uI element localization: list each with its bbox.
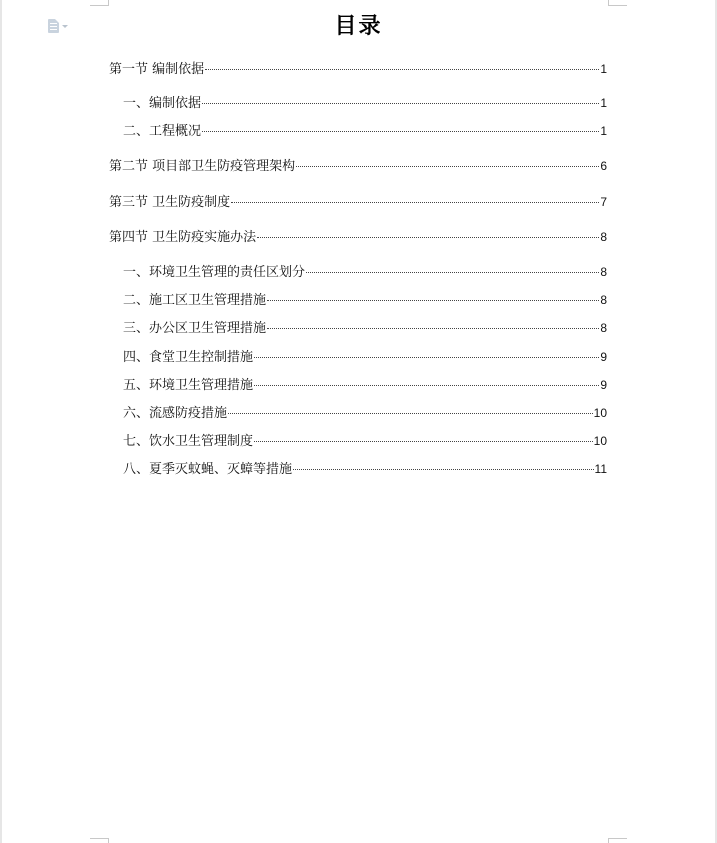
toc-entry-label: 一、环境卫生管理的责任区划分	[123, 265, 306, 280]
toc-entry[interactable]	[109, 193, 607, 211]
toc-entry-page-number: 8	[600, 321, 607, 335]
toc-entry[interactable]	[123, 376, 607, 394]
toc-entry-page-number: 8	[600, 265, 607, 279]
toc-dot-leader	[202, 131, 599, 132]
toc-entry[interactable]	[123, 404, 607, 422]
toc-entry-page-number: 8	[600, 293, 607, 307]
toc-entry-page-number: 11	[594, 462, 607, 476]
toc-dot-leader	[267, 300, 599, 301]
toc-entry[interactable]	[109, 60, 607, 78]
toc-entry-label: 一、编制依据	[123, 96, 202, 111]
toc-entry-page-number: 1	[600, 124, 607, 138]
toc-entry-page-number: 8	[600, 230, 607, 244]
toc-dot-leader	[202, 103, 599, 104]
toc-entry-page-number: 7	[600, 195, 607, 209]
toc-entry-page-number: 9	[600, 378, 607, 392]
toc-dot-leader	[293, 469, 594, 470]
toc-entry[interactable]	[123, 94, 607, 112]
toc-entry-label: 六、流感防疫措施	[123, 406, 228, 421]
toc-entry-label: 三、办公区卫生管理措施	[123, 321, 267, 336]
toc-entry-label: 八、夏季灭蚊蝇、灭蟑等措施	[123, 462, 293, 477]
toc-entry-page-number: 10	[593, 406, 607, 420]
toc-entry[interactable]	[123, 432, 607, 450]
toc-entry[interactable]	[123, 263, 607, 281]
toc-dot-leader	[257, 237, 599, 238]
toc-entry-label: 第三节 卫生防疫制度	[109, 195, 231, 210]
toc-dot-leader	[296, 166, 599, 167]
page-left-edge	[0, 0, 2, 843]
toc-entry[interactable]	[109, 228, 607, 246]
margin-corner-top-left	[90, 0, 109, 6]
toc-entry-page-number: 9	[600, 350, 607, 364]
toc-dot-leader	[254, 385, 599, 386]
margin-corner-bottom-right	[608, 838, 627, 843]
margin-corner-top-right	[608, 0, 627, 6]
toc-entry-page-number: 1	[600, 62, 607, 76]
toc-entry-page-number: 1	[600, 96, 607, 110]
toc-title: 目录	[334, 13, 383, 39]
toc-entry-label: 第二节 项目部卫生防疫管理架构	[109, 159, 296, 174]
toc-dot-leader	[231, 202, 599, 203]
toc-entry-label: 七、饮水卫生管理制度	[123, 434, 254, 449]
toc-entry[interactable]	[109, 157, 607, 175]
toc-dot-leader	[267, 328, 599, 329]
toc-entry-label: 第一节 编制依据	[109, 62, 205, 77]
toc-dot-leader	[254, 357, 599, 358]
toc-dot-leader	[254, 441, 593, 442]
toc-entry[interactable]	[123, 460, 607, 478]
toc-entry[interactable]	[123, 122, 607, 140]
toc-entry-label: 第四节 卫生防疫实施办法	[109, 230, 257, 245]
toc-entry[interactable]	[123, 319, 607, 337]
toc-dot-leader	[205, 69, 599, 70]
toc-entry[interactable]	[123, 291, 607, 309]
margin-corner-bottom-left	[90, 838, 109, 843]
toc-entry-label: 二、施工区卫生管理措施	[123, 293, 267, 308]
toc-dot-leader	[228, 413, 593, 414]
toc-dot-leader	[306, 272, 599, 273]
toc-entry-label: 五、环境卫生管理措施	[123, 378, 254, 393]
toc-entry-label: 四、食堂卫生控制措施	[123, 350, 254, 365]
toc-entry-page-number: 6	[600, 159, 607, 173]
toc-entry-page-number: 10	[593, 434, 607, 448]
toc-entry[interactable]	[123, 348, 607, 366]
toc-entry-label: 二、工程概况	[123, 124, 202, 139]
